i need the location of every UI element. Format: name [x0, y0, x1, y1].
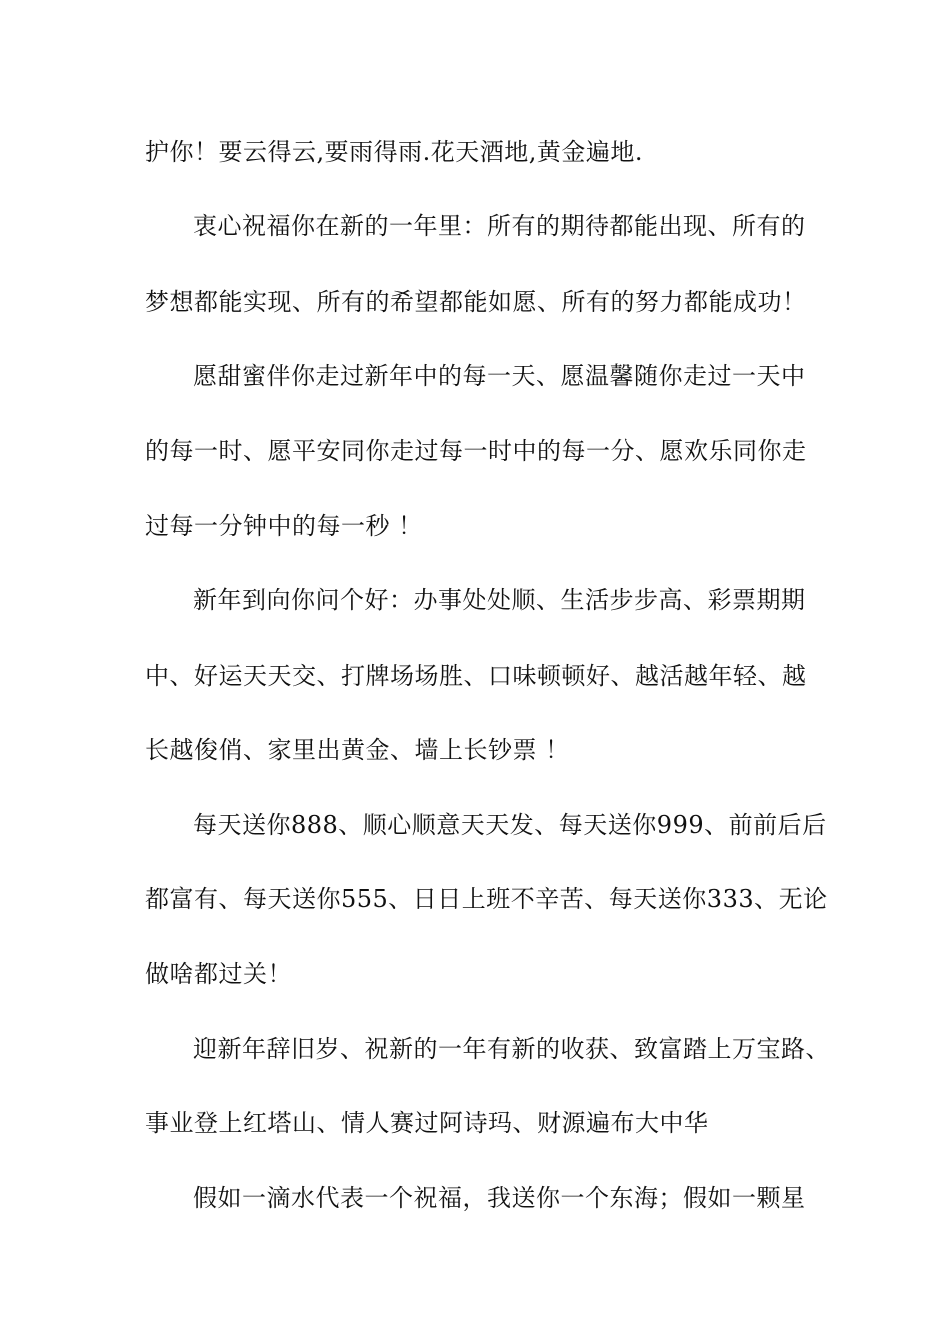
text-line: 中、好运天天交、打牌场场胜、口味顿顿好、越活越年轻、越: [145, 662, 807, 690]
text-line: 事业登上红塔山、情人赛过阿诗玛、财源遍布大中华: [145, 1109, 709, 1137]
paragraph-start-line: 愿甜蜜伴你走过新年中的每一天、愿温馨随你走过一天中: [193, 362, 806, 390]
paragraph-start-line: 迎新年辞旧岁、祝新的一年有新的收获、致富踏上万宝路、: [193, 1035, 830, 1063]
text-line: 都富有、每天送你555、日日上班不辛苦、每天送你333、无论: [145, 885, 828, 913]
paragraph-start-line: 每天送你888、顺心顺意天天发、每天送你999、前前后后: [193, 811, 827, 839]
paragraph-start-line: 新年到向你问个好：办事处处顺、生活步步高、彩票期期: [193, 586, 806, 614]
text-line: 过每一分钟中的每一秒 ！: [145, 512, 423, 540]
text-line: 长越俊俏、家里出黄金、墙上长钞票 ！: [145, 736, 570, 764]
text-line: 梦想都能实现、所有的希望都能如愿、所有的努力都能成功！: [145, 288, 807, 316]
text-line: 做啥都过关！: [145, 960, 292, 988]
text-line: 的每一时、愿平安同你走过每一时中的每一分、愿欢乐同你走: [145, 437, 807, 465]
paragraph-start-line: 衷心祝福你在新的一年里：所有的期待都能出现、所有的: [193, 212, 806, 240]
text-line: 护你！要云得云,要雨得雨.花天酒地,黄金遍地.: [145, 138, 644, 166]
paragraph-start-line: 假如一滴水代表一个祝福，我送你一个东海；假如一颗星: [193, 1184, 806, 1212]
